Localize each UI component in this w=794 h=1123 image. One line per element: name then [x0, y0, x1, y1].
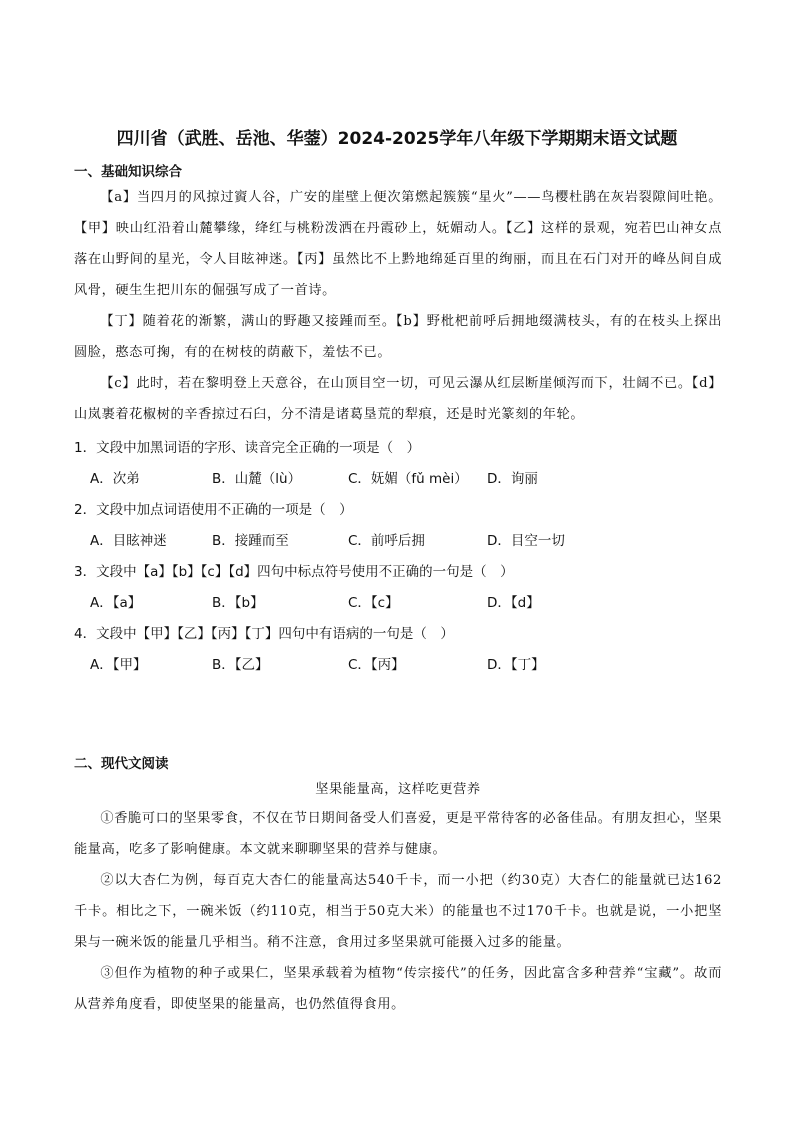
article-paragraph-3: ③但作为植物的种子或果仁，坚果承载着为植物“传宗接代”的任务，因此富含多种营养“宝藏”。故而从营养角度看，即使坚果的能量高，也仍然值得食用。 [74, 966, 722, 1012]
passage-paragraph-2: 【丁】随着花的渐繁，满山的野趣又接踵而至。【b】野枇杷前呼后拥地缀满枝头，有的在枝头上探出圆脸，憨态可掬，有的在树枝的荫蔽下，羞怯不已。 [74, 314, 722, 360]
question-2-option-c[interactable]: C．前呼后拥 [348, 533, 425, 549]
question-3-option-a[interactable]: A．【a】 [90, 595, 142, 611]
question-4-option-a[interactable]: A．【甲】 [90, 657, 147, 673]
section-1-heading: 一、基础知识综合 [74, 164, 182, 180]
question-4-option-b[interactable]: B．【乙】 [212, 657, 269, 673]
question-4-option-d[interactable]: D．【丁】 [487, 657, 545, 673]
question-4-option-c[interactable]: C．【丙】 [348, 657, 405, 673]
question-1-option-b[interactable]: B．山麓（lù） [212, 471, 302, 487]
question-2-option-b[interactable]: B．接踵而至 [212, 533, 289, 549]
passage-paragraph-1: 【a】当四月的风掠过賨人谷，广安的崖壁上便次第燃起簇簇“星火”——鸟樱杜鹃在灰岩裂隙间吐艳。【甲】映山红沿着山麓攀缘，绛红与桃粉泼洒在丹霞砂上，妩媚动人。【乙】这样的景观，宛若巴山神女点落在山野间的星光，令人目眩神迷。【丙】虽然比不上黔地绵延百里的绚丽，而且在石门对开的峰丛间自成风骨，硬生生把川东的倔强写成了一首诗。 [74, 190, 722, 298]
question-2-option-d[interactable]: D．目空一切 [487, 533, 565, 549]
question-1-option-d[interactable]: D．询丽 [487, 471, 538, 487]
question-3-option-c[interactable]: C．【c】 [348, 595, 399, 611]
question-3-option-b[interactable]: B．【b】 [212, 595, 264, 611]
question-1-options [90, 467, 690, 489]
question-3-stem: 3．文段中【a】【b】【c】【d】四句中标点符号使用不正确的一句是（ ） [74, 564, 514, 580]
section-2-heading: 二、现代文阅读 [74, 756, 169, 772]
exam-title: 四川省（武胜、岳池、华蓥）2024-2025学年八年级下学期期末语文试题 [116, 129, 678, 149]
question-2-options [90, 529, 690, 551]
question-4-stem: 4．文段中【甲】【乙】【丙】【丁】四句中有语病的一句是（ ） [74, 626, 454, 642]
question-4-options [90, 653, 690, 675]
question-2-stem: 2．文段中加点词语使用不正确的一项是（ ） [74, 502, 353, 518]
question-1-option-a[interactable]: A．次弟 [90, 471, 140, 487]
question-1-option-c[interactable]: C．妩媚（fǔ mèi） [348, 471, 468, 487]
question-3-option-d[interactable]: D．【d】 [487, 595, 540, 611]
question-3-options [90, 591, 690, 613]
article-paragraph-2: ②以大杏仁为例，每百克大杏仁的能量高达540千卡，而一小把（约30克）大杏仁的能量就已达162千卡。相比之下，一碗米饭（约110克，相当于50克大米）的能量也不过170千卡。也就是说，一小把坚果与一碗米饭的能量几乎相当。稍不注意，食用过多坚果就可能摄入过多的能量。 [74, 873, 722, 950]
article-paragraph-1: ①香脆可口的坚果零食，不仅在节日期间备受人们喜爱，更是平常待客的必备佳品。有朋友担心，坚果能量高，吃多了影响健康。本文就来聊聊坚果的营养与健康。 [74, 811, 722, 857]
article-title: 坚果能量高，这样吃更营养 [315, 782, 481, 797]
passage-paragraph-3: 【c】此时，若在黎明登上天意谷，在山顶目空一切，可见云瀑从红层断崖倾泻而下，壮阔不已。【d】山岚裹着花椒树的辛香掠过石臼，分不清是诸葛垦荒的犁痕，还是时光篆刻的年轮。 [74, 376, 722, 422]
question-1-stem: 1．文段中加黑词语的字形、读音完全正确的一项是（ ） [74, 440, 421, 456]
question-2-option-a[interactable]: A．目眩神迷 [90, 533, 167, 549]
